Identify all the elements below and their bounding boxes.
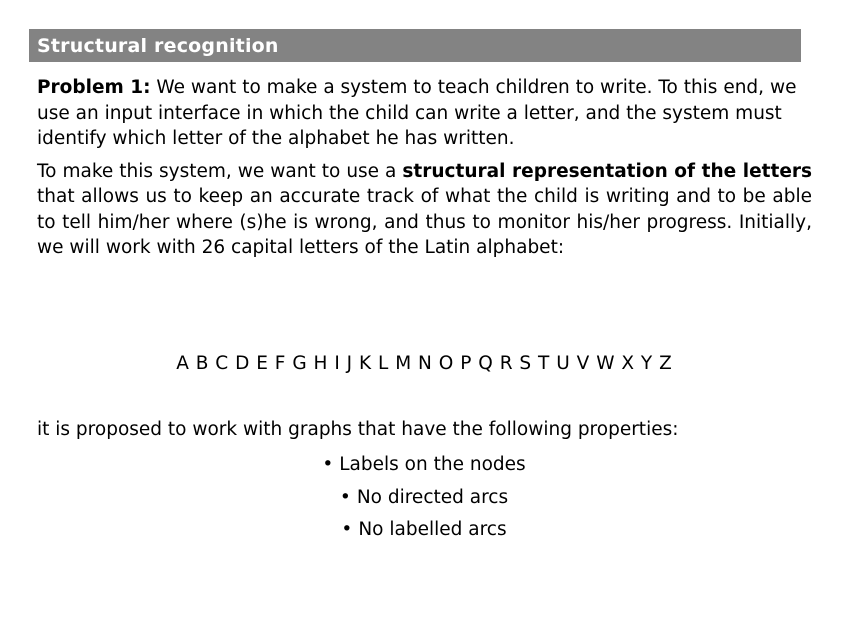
problem-text: We want to make a system to teach children to write. To this end, we use an input interface in which the child can write a letter, and the system must identify which letter of the alphabet he has written. (37, 77, 797, 149)
problem-paragraph (37, 75, 812, 152)
graph-properties-list (0, 449, 848, 547)
approach-text-after: that allows us to keep an accurate track of what the child is writing and to be able to tell him/her where (s)he is wrong, and thus to monitor his/her progress. Initially, we will work with 26 capital letters of the Latin alphabet: (37, 186, 812, 258)
property-label: No labelled arcs (358, 519, 507, 540)
approach-text-before: To make this system, we want to use a (37, 160, 403, 182)
section-title: Structural recognition (37, 34, 279, 57)
approach-paragraph (37, 159, 812, 261)
approach-bold-phrase: structural representation of the letters (402, 160, 813, 182)
property-label: No directed arcs (356, 486, 509, 508)
bullet-icon: • (341, 519, 353, 540)
bullet-icon: • (339, 486, 351, 508)
list-item (0, 482, 848, 515)
bullet-icon: • (322, 454, 334, 475)
section-header (29, 29, 801, 62)
list-item (0, 449, 848, 482)
list-item (0, 514, 848, 547)
property-label: Labels on the nodes (339, 454, 526, 475)
alphabet-letters: A B C D E F G H I J K L M N O P Q R S T U V W X Y Z (176, 353, 672, 374)
graph-properties-intro: it is proposed to work with graphs that have the following properties: (37, 419, 679, 440)
problem-label: Problem 1: (37, 77, 151, 98)
problem-description (37, 75, 812, 268)
